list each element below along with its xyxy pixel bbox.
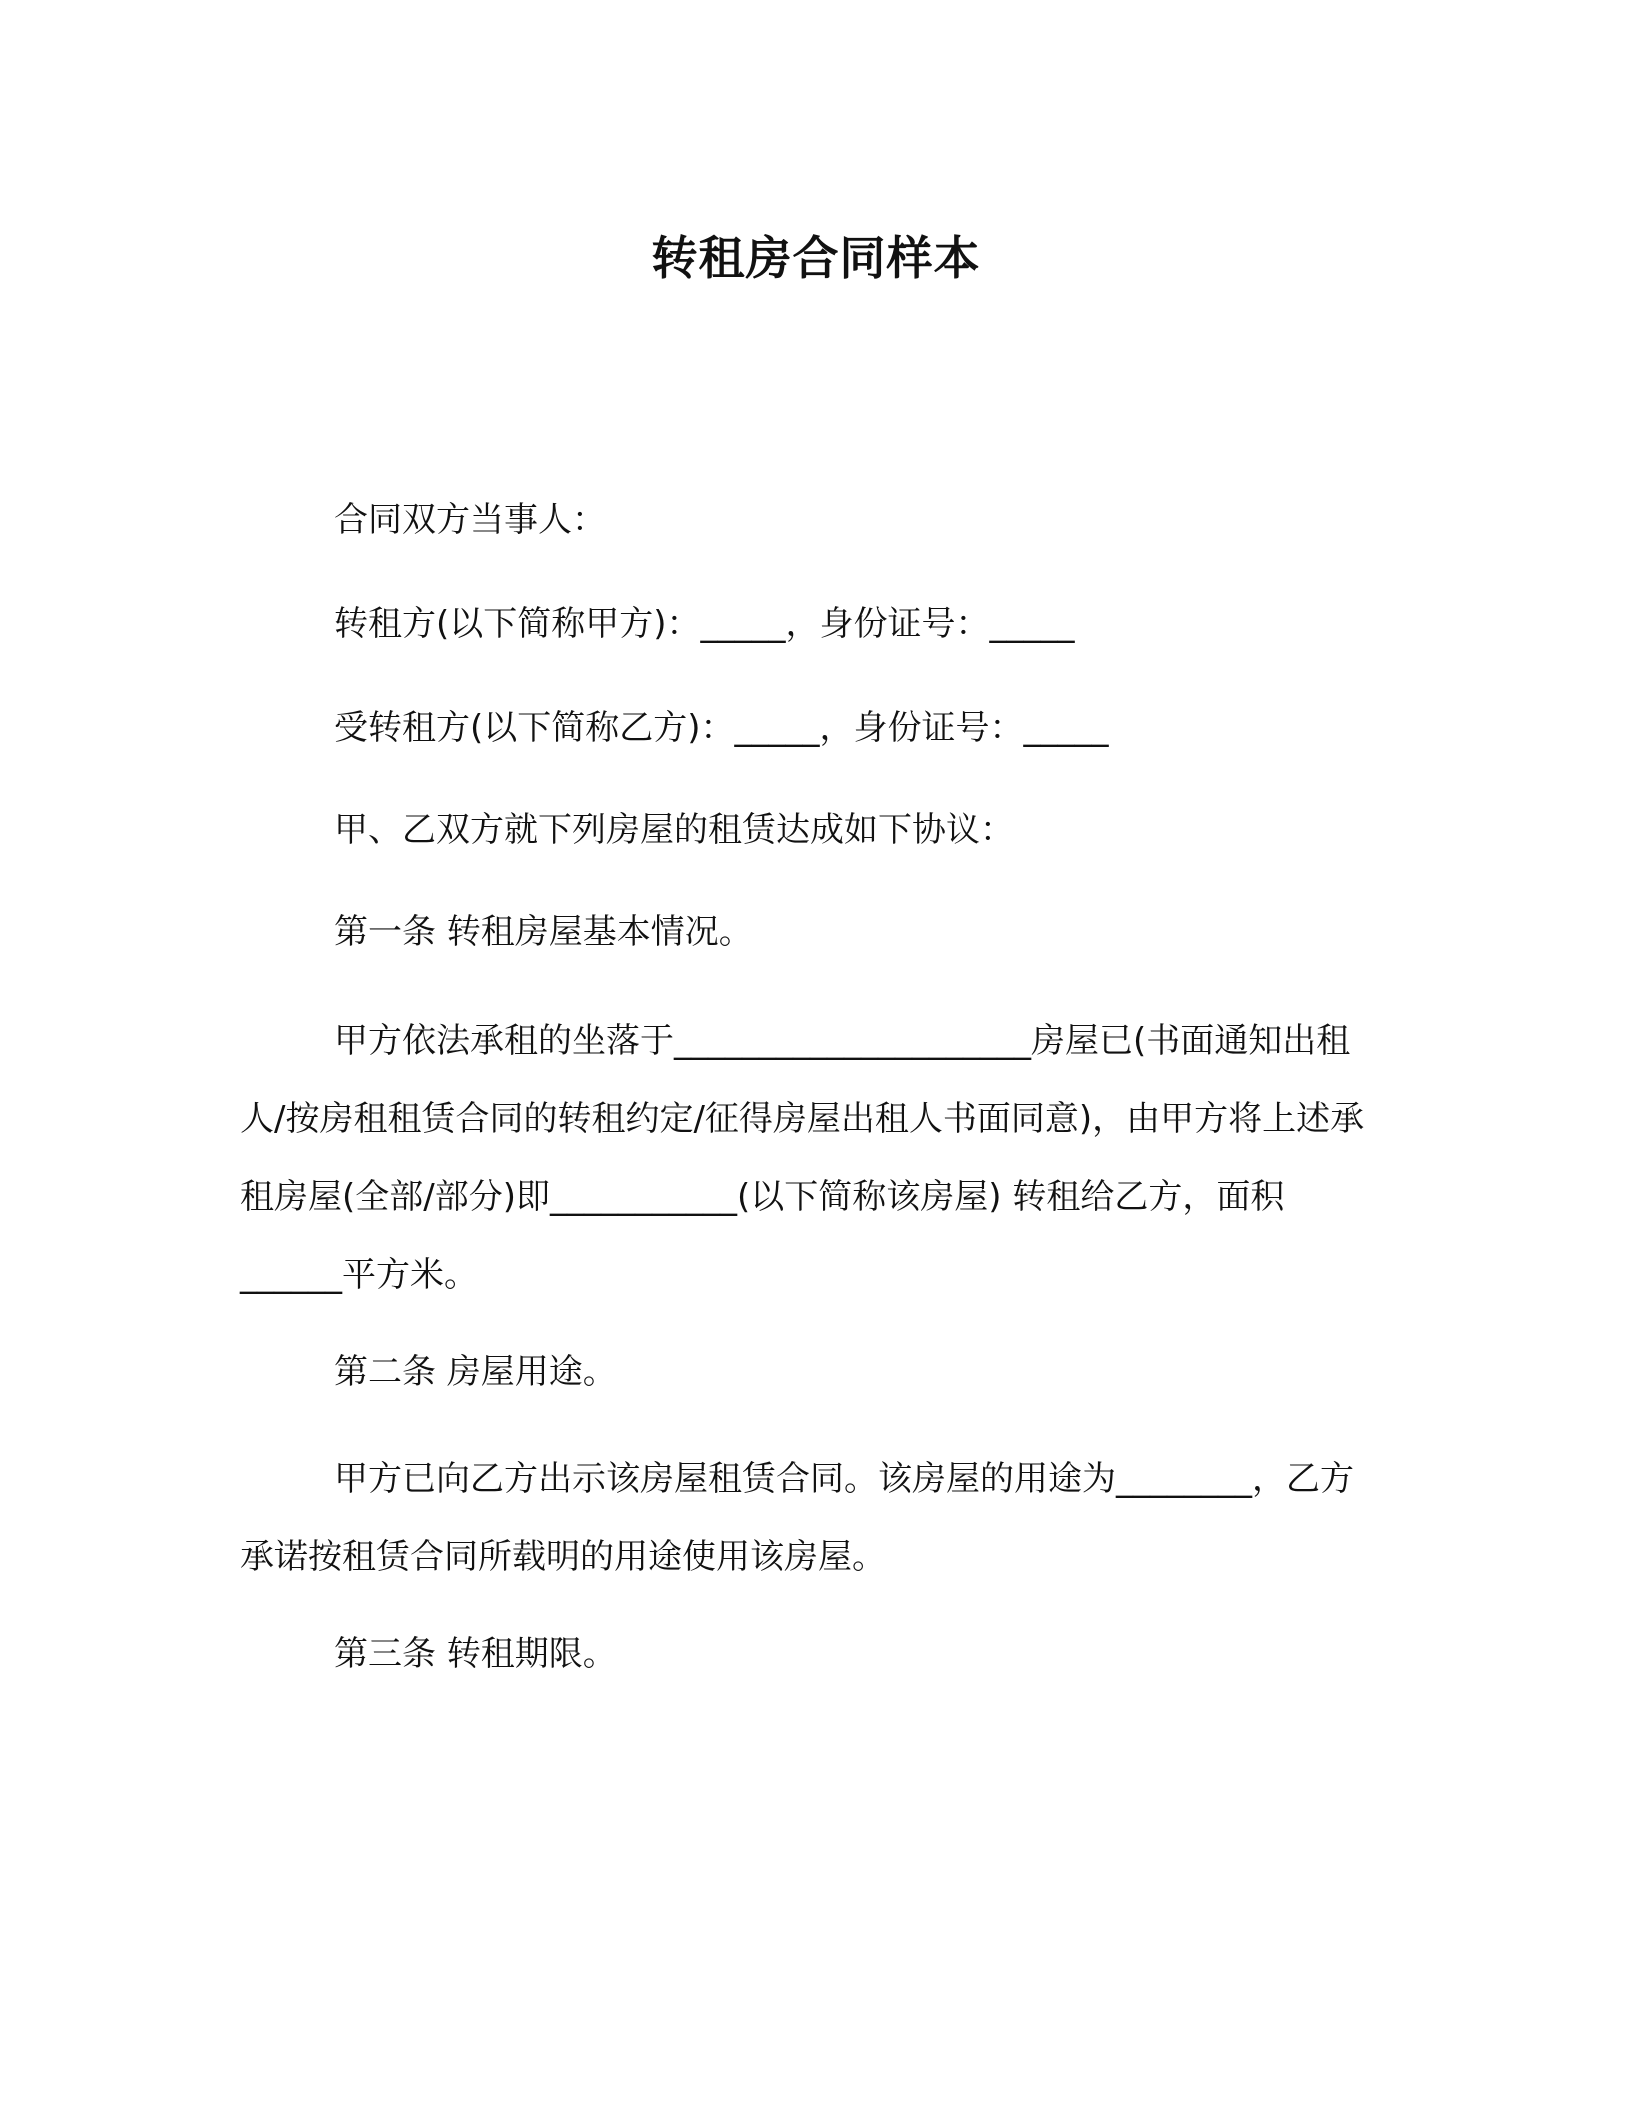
article-3-heading: 第三条 转租期限。 xyxy=(334,1634,617,1674)
document-title: 转租房合同样本 xyxy=(651,231,981,285)
agreement-intro: 甲、乙双方就下列房屋的租赁达成如下协议： xyxy=(334,810,1014,850)
article-1-body xyxy=(240,1002,1370,1314)
article-1-heading: 第一条 转租房屋基本情况。 xyxy=(334,912,753,952)
party-a-line: 转租方(以下简称甲方)：_____，身份证号：_____ xyxy=(334,604,1075,644)
article-2-body xyxy=(240,1440,1370,1596)
party-b-line: 受转租方(以下简称乙方)：_____，身份证号：_____ xyxy=(334,708,1109,748)
article-1-body-text: 甲方依法承租的坐落于_____________________房屋已(书面通知出租人/按房租租赁合同的转租约定/征得房屋出租人书面同意)，由甲方将上述承租房屋(全部/部分)即___________(以下简称该房屋) 转租给乙方，面积______平方米。 xyxy=(240,1021,1365,1295)
article-2-heading: 第二条 房屋用途。 xyxy=(334,1352,617,1392)
parties-heading: 合同双方当事人： xyxy=(334,500,606,540)
article-2-body-text: 甲方已向乙方出示该房屋租赁合同。该房屋的用途为________，乙方承诺按租赁合同所载明的用途使用该房屋。 xyxy=(240,1459,1354,1577)
